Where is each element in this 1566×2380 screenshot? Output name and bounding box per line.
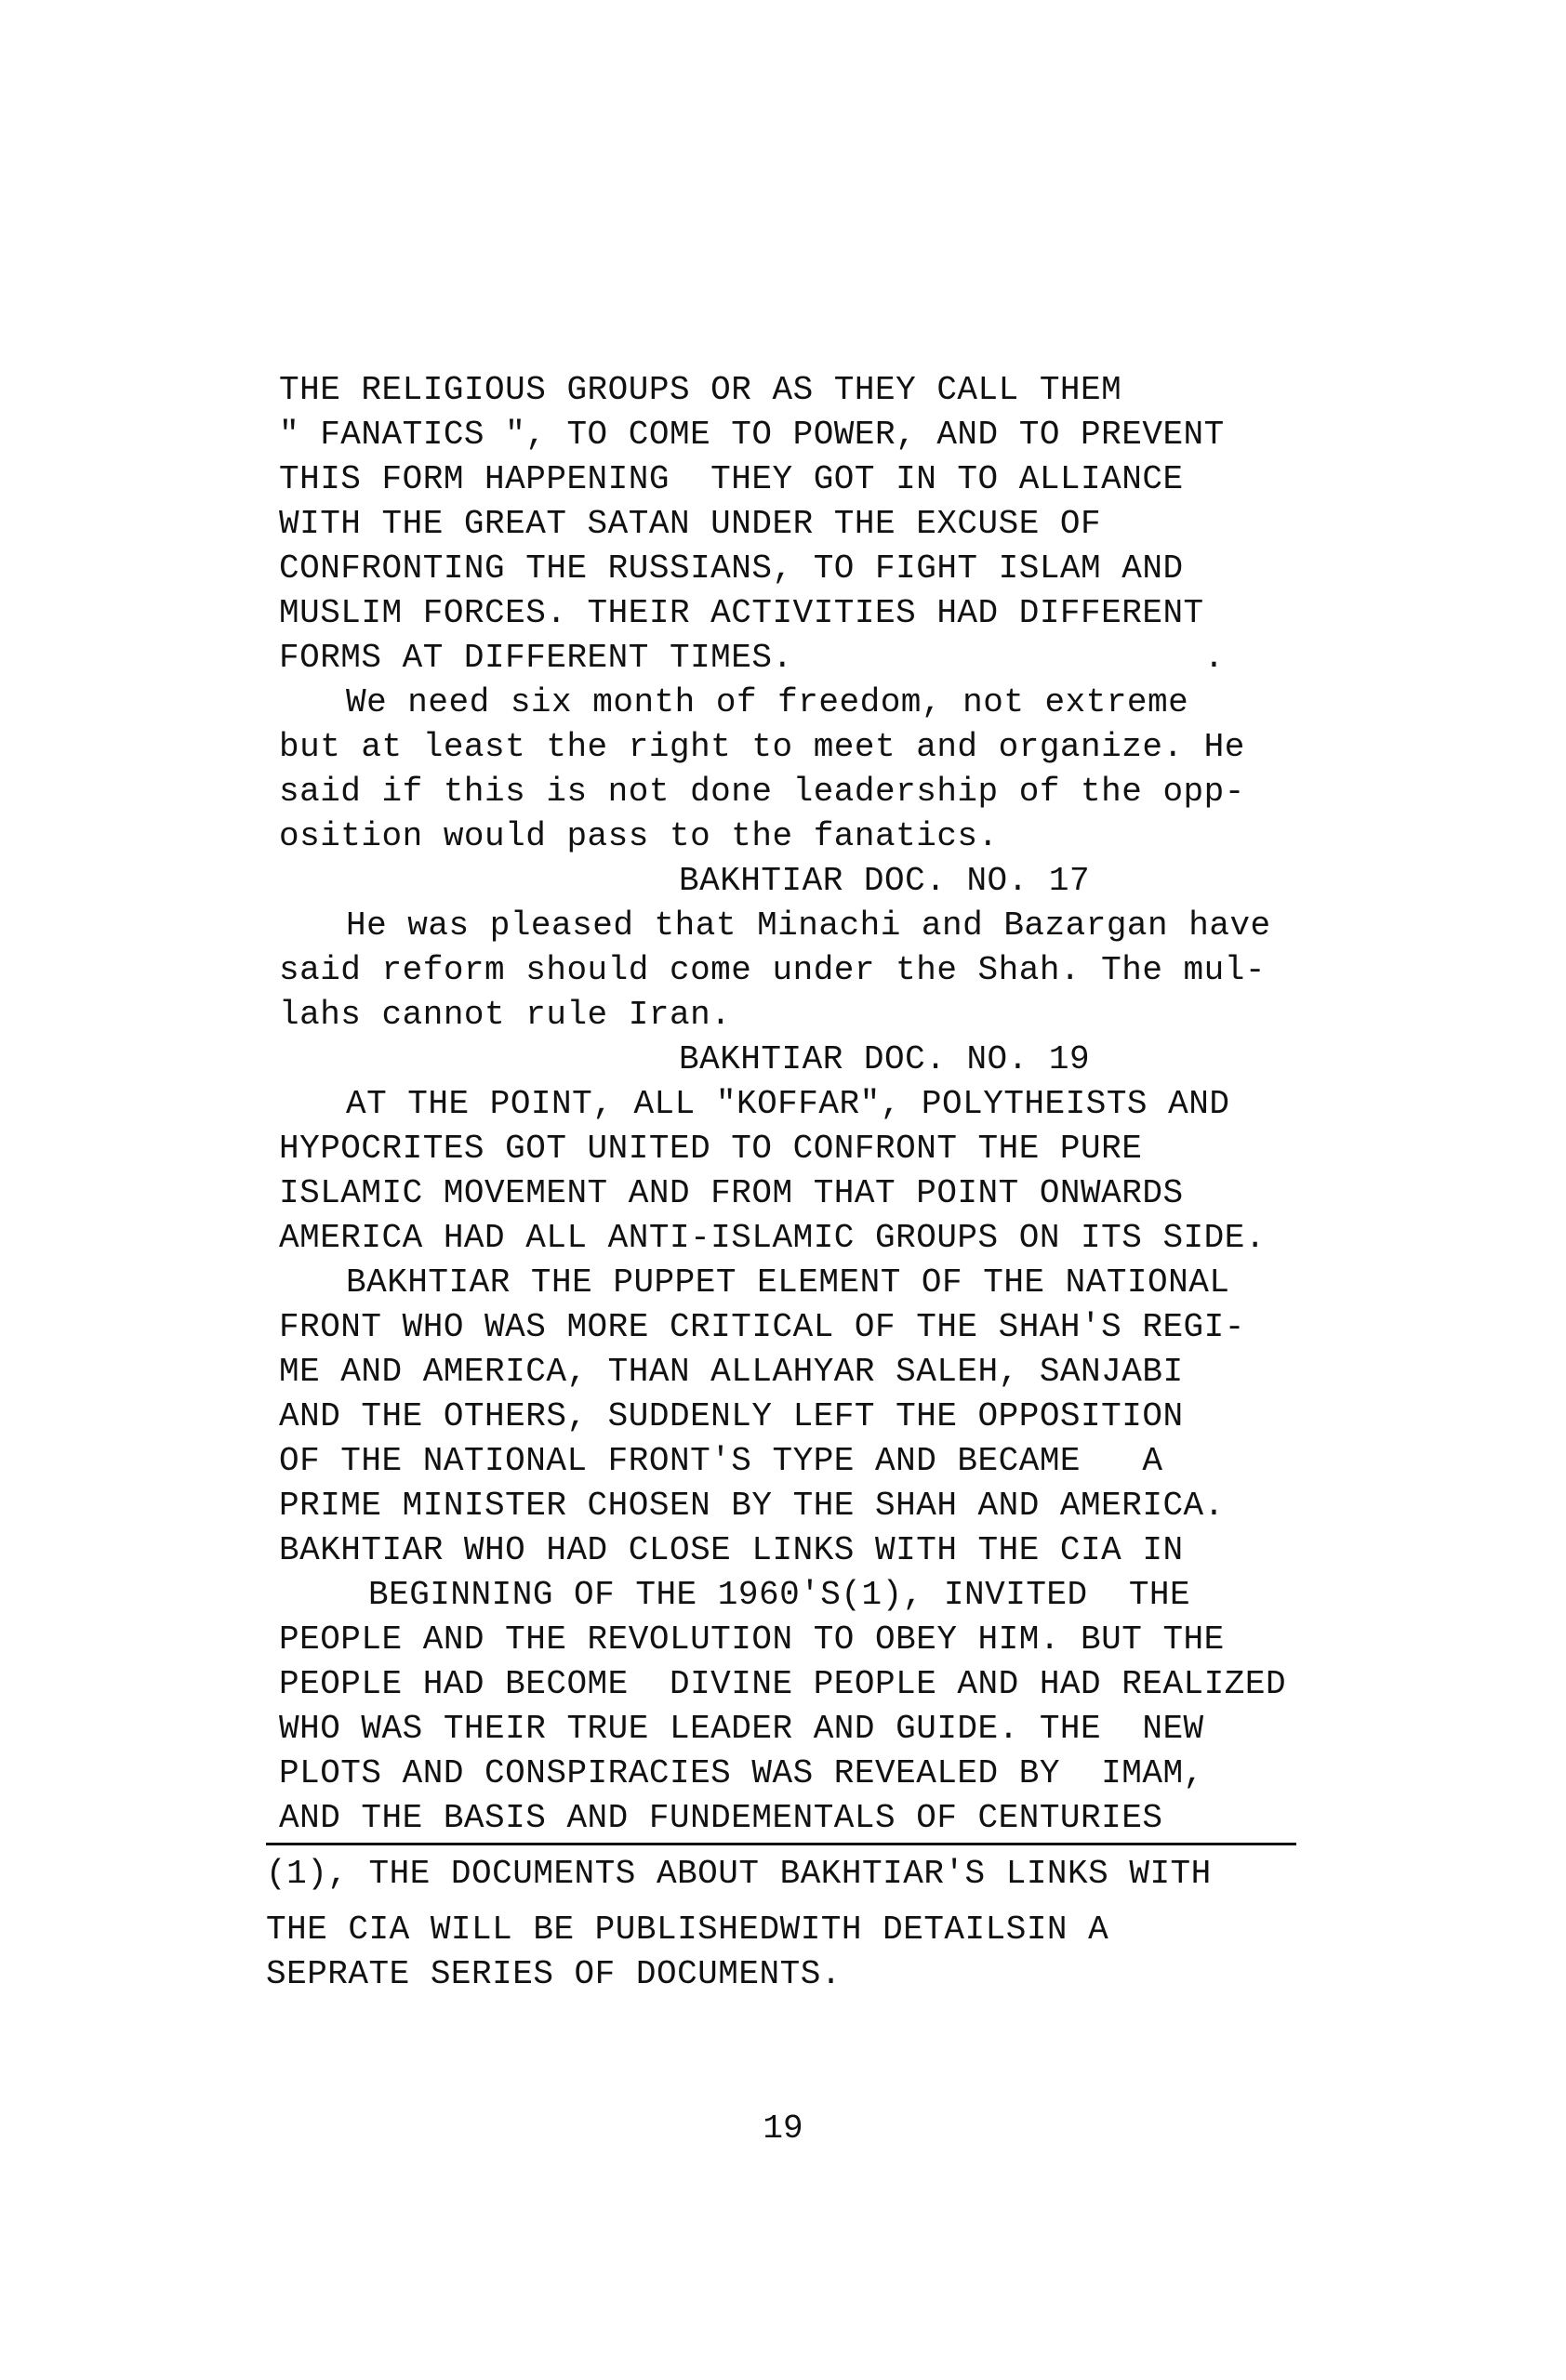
- paragraph-line: MUSLIM FORCES. THEIR ACTIVITIES HAD DIFFERENT: [279, 594, 1204, 632]
- quote-line: He was pleased that Minachi and Bazargan have: [346, 906, 1271, 945]
- footnote-line: (1), THE DOCUMENTS ABOUT BAKHTIAR'S LINKS WITH: [266, 1855, 1212, 1893]
- paragraph-line: AMERICA HAD ALL ANTI-ISLAMIC GROUPS ON ITS SIDE.: [279, 1219, 1266, 1257]
- paragraph-line: HYPOCRITES GOT UNITED TO CONFRONT THE PURE: [279, 1130, 1143, 1168]
- paragraph-line: THE RELIGIOUS GROUPS OR AS THEY CALL THEM: [279, 371, 1122, 409]
- footnote-divider: [266, 1843, 1296, 1845]
- quote-line: said reform should come under the Shah. The mul-: [279, 951, 1266, 989]
- paragraph-line: AND THE OTHERS, SUDDENLY LEFT THE OPPOSITION: [279, 1397, 1184, 1435]
- paragraph-line: OF THE NATIONAL FRONT'S TYPE AND BECAME A: [279, 1442, 1163, 1480]
- paragraph-line: FORMS AT DIFFERENT TIMES. .: [279, 639, 1225, 677]
- document-reference: BAKHTIAR DOC. NO. 19: [679, 1040, 1091, 1078]
- paragraph-line: PEOPLE HAD BECOME DIVINE PEOPLE AND HAD REALIZED: [279, 1665, 1287, 1703]
- paragraph-line: AND THE BASIS AND FUNDEMENTALS OF CENTURIES: [279, 1799, 1163, 1837]
- quote-line: osition would pass to the fanatics.: [279, 817, 999, 855]
- quote-line: We need six month of freedom, not extreme: [346, 683, 1189, 721]
- paragraph-line: PRIME MINISTER CHOSEN BY THE SHAH AND AMERICA.: [279, 1487, 1225, 1525]
- paragraph-line: BAKHTIAR THE PUPPET ELEMENT OF THE NATIONAL: [346, 1263, 1230, 1302]
- paragraph-line: ISLAMIC MOVEMENT AND FROM THAT POINT ONWARDS: [279, 1174, 1184, 1212]
- paragraph-line: AT THE POINT, ALL "KOFFAR", POLYTHEISTS AND: [346, 1085, 1230, 1123]
- paragraph-line: PLOTS AND CONSPIRACIES WAS REVEALED BY IMAM,: [279, 1754, 1204, 1792]
- quote-line: said if this is not done leadership of the opp-: [279, 773, 1245, 811]
- paragraph-line: ME AND AMERICA, THAN ALLAHYAR SALEH, SANJABI: [279, 1353, 1184, 1391]
- paragraph-line: WITH THE GREAT SATAN UNDER THE EXCUSE OF: [279, 505, 1102, 543]
- quote-line: but at least the right to meet and organize. He: [279, 728, 1245, 766]
- paragraph-line: THIS FORM HAPPENING THEY GOT IN TO ALLIANCE: [279, 460, 1184, 498]
- paragraph-line: WHO WAS THEIR TRUE LEADER AND GUIDE. THE NEW: [279, 1710, 1204, 1748]
- paragraph-line: CONFRONTING THE RUSSIANS, TO FIGHT ISLAM AND: [279, 549, 1184, 588]
- footnote-line: SEPRATE SERIES OF DOCUMENTS.: [266, 1955, 842, 1993]
- paragraph-line: BAKHTIAR WHO HAD CLOSE LINKS WITH THE CIA IN: [279, 1531, 1184, 1569]
- paragraph-line: " FANATICS ", TO COME TO POWER, AND TO PREVENT: [279, 416, 1225, 454]
- quote-line: lahs cannot rule Iran.: [279, 996, 732, 1034]
- paragraph-line: PEOPLE AND THE REVOLUTION TO OBEY HIM. BUT THE: [279, 1620, 1225, 1659]
- footnote-line: THE CIA WILL BE PUBLISHEDWITH DETAILSIN A: [266, 1911, 1109, 1949]
- paragraph-line: BEGINNING OF THE 1960'S(1), INVITED THE: [368, 1576, 1191, 1614]
- document-reference: BAKHTIAR DOC. NO. 17: [679, 862, 1091, 900]
- page-number: 19: [763, 2109, 803, 2148]
- paragraph-line: FRONT WHO WAS MORE CRITICAL OF THE SHAH'S REGI-: [279, 1308, 1245, 1346]
